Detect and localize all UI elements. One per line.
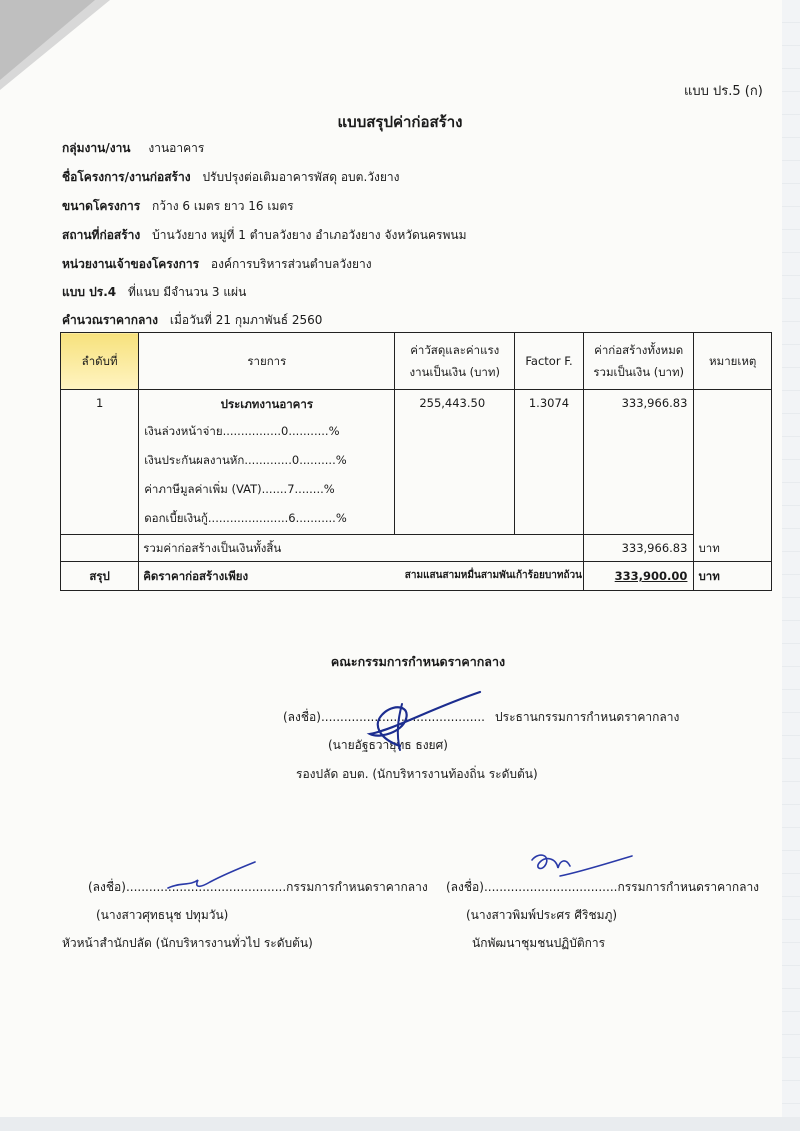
- form-value: ที่แนบ มีจำนวน 3 แผ่น: [127, 285, 247, 299]
- owner-value: องค์การบริหารส่วนตำบลวังยาง: [210, 257, 372, 271]
- sub-item-advance: เงินล่วงหน้าจ่าย................0...........%: [144, 424, 340, 438]
- row-remark: [694, 390, 772, 535]
- scan-edge-right: [782, 0, 800, 1131]
- info-calc: [62, 311, 322, 330]
- chair-sign-dots: ...........................................: [320, 710, 485, 724]
- summary-unit: บาท: [694, 562, 772, 591]
- form-label: แบบ ปร.4: [62, 285, 117, 299]
- header-remark: หมายเหตุ: [694, 333, 772, 390]
- header-total-line2: รวมเป็นเงิน (บาท): [593, 365, 685, 379]
- header-total-line1: ค่าก่อสร้างทั้งหมด: [594, 343, 684, 357]
- sub-item-vat: ค่าภาษีมูลค่าเพิ่ม (VAT).......7........%: [144, 482, 335, 496]
- member2-signature-icon: [520, 846, 640, 890]
- table-row: [61, 390, 772, 535]
- member2-position: นักพัฒนาชุมชนปฏิบัติการ: [472, 936, 606, 950]
- header-item: รายการ: [139, 333, 395, 390]
- chair-position: รองปลัด อบต. (นักบริหารงานท้องถิ่น ระดับต้น): [296, 767, 538, 781]
- sum-seq-empty: [61, 535, 139, 562]
- summary-text: คิดราคาก่อสร้างเพียง: [139, 562, 395, 591]
- sum-value: 333,966.83: [583, 535, 693, 562]
- info-location: [62, 226, 466, 245]
- project-label: ชื่อโครงการ/งานก่อสร้าง: [62, 170, 191, 184]
- info-form: [62, 283, 246, 302]
- member1-position: หัวหน้าสำนักปลัด (นักบริหารงานทั่วไป ระดับต้น): [62, 936, 313, 950]
- sum-label: รวมค่าก่อสร้างเป็นเงินทั้งสิ้น: [139, 535, 584, 562]
- cost-summary-table: [60, 332, 772, 591]
- header-total: [583, 333, 693, 390]
- sub-item-interest: ดอกเบี้ยเงินกู้......................6...........%: [144, 511, 347, 525]
- project-value: ปรับปรุงต่อเติมอาคารพัสดุ อบต.วังยาง: [202, 170, 400, 184]
- chair-role: ประธานกรรมการกำหนดราคากลาง: [495, 710, 680, 724]
- header-cost-line1: ค่าวัสดุและค่าแรง: [410, 343, 500, 357]
- member2-sign-prefix: (ลงชื่อ): [446, 880, 484, 894]
- group-label: กลุ่มงาน/งาน: [62, 141, 131, 155]
- chair-name: (นายอัฐธวายุทธ ธงยศ): [328, 738, 448, 752]
- calc-value: เมื่อวันที่ 21 กุมภาพันธ์ 2560: [169, 313, 323, 327]
- header-factor: Factor F.: [515, 333, 584, 390]
- header-cost: [395, 333, 515, 390]
- row-total: 333,966.83: [583, 390, 693, 535]
- row-category: ประเภทงานอาคาร: [220, 397, 314, 411]
- calc-label: คำนวณราคากลาง: [62, 313, 159, 327]
- owner-label: หน่วยงานเจ้าของโครงการ: [62, 257, 200, 271]
- member2-sign-dots: ...................................: [483, 880, 618, 894]
- committee-title: คณะกรรมการกำหนดราคากลาง: [330, 654, 506, 669]
- header-cost-line2: งานเป็นเงิน (บาท): [409, 365, 500, 379]
- summary-words-text: สามแสนสามหมื่นสามพันเก้าร้อยบาทถ้วน: [404, 570, 582, 581]
- sum-row: [61, 535, 772, 562]
- header-seq: ลำดับที่: [61, 333, 139, 390]
- member1-name: (นางสาวศุทธนุช ปทุมวัน): [96, 908, 229, 922]
- group-value: งานอาคาร: [148, 141, 205, 155]
- scan-corner-fold: [0, 0, 95, 80]
- summary-row: [61, 562, 772, 591]
- size-value: กว้าง 6 เมตร ยาว 16 เมตร: [152, 199, 294, 213]
- size-label: ขนาดโครงการ: [62, 199, 141, 213]
- member1-signature-icon: [160, 858, 260, 898]
- summary-value: 333,900.00: [583, 562, 693, 591]
- member1-role: กรรมการกำหนดราคากลาง: [286, 880, 428, 894]
- page-title: แบบสรุปค่าก่อสร้าง: [337, 113, 463, 131]
- row-cost: 255,443.50: [395, 390, 515, 535]
- info-owner: [62, 255, 372, 274]
- summary-label: สรุป: [61, 562, 139, 591]
- member1-sign-dots: ..........................................: [125, 880, 287, 894]
- location-label: สถานที่ก่อสร้าง: [62, 228, 141, 242]
- sub-item-retention: เงินประกันผลงานหัก.............0..........%: [144, 453, 347, 467]
- member2-role: กรรมการกำหนดราคากลาง: [617, 880, 760, 894]
- chair-signature-icon: [340, 684, 490, 754]
- info-project: [62, 168, 400, 187]
- form-code: แบบ ปร.5 (ก): [684, 84, 763, 99]
- sum-unit: บาท: [694, 535, 772, 562]
- scan-edge-bottom: [0, 1117, 800, 1131]
- row-factor: 1.3074: [515, 390, 584, 535]
- member2-name: (นางสาวพิมพ์ประศร ศีริชมภู): [466, 908, 618, 922]
- member1-sign-prefix: (ลงชื่อ): [88, 880, 126, 894]
- row-item-cell: [139, 390, 395, 535]
- summary-words: [395, 562, 584, 591]
- info-size: [62, 197, 294, 216]
- info-group: [62, 139, 204, 158]
- chair-sign-prefix: (ลงชื่อ): [283, 710, 321, 724]
- table-header-row: [61, 333, 772, 390]
- row-seq: 1: [61, 390, 139, 535]
- location-value: บ้านวังยาง หมู่ที่ 1 ตำบลวังยาง อำเภอวังยาง จังหวัดนครพนม: [152, 228, 467, 242]
